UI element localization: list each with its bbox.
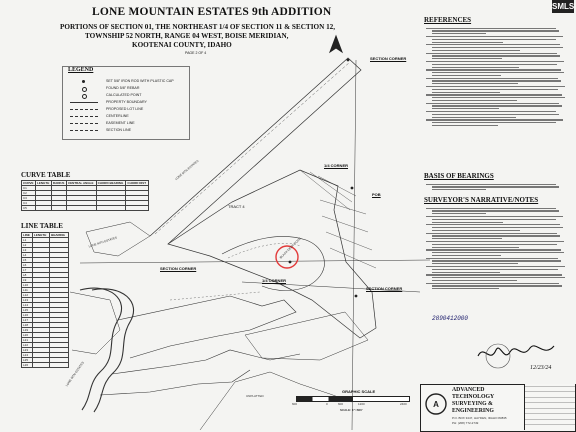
east-lots (300, 170, 376, 268)
fine-print-line (432, 263, 518, 264)
line-table-cell: L18 (22, 323, 33, 328)
basis-of-bearings-title: BASIS OF BEARINGS (424, 172, 494, 180)
fine-print-line (432, 30, 559, 31)
line-table-cell: L5 (22, 258, 33, 263)
fine-print-line (426, 28, 556, 29)
label-pob: POB (372, 192, 381, 197)
section-line-right (352, 60, 356, 430)
fine-print-line (432, 92, 500, 93)
fine-print-line (432, 255, 501, 256)
line-table-cell: L16 (22, 313, 33, 318)
label-unplatted: UNPLATTED (246, 394, 264, 398)
subtitle-line-2: TOWNSHIP 52 NORTH, RANGE 04 WEST, BOISE MERIDIAN, (85, 32, 289, 40)
scale-text: SCALE: 1"=600' (340, 408, 363, 412)
fine-print-line (432, 186, 559, 187)
title-block-grid (524, 384, 575, 430)
fine-print-line (432, 260, 561, 261)
subdivision-lots (118, 296, 296, 358)
section-corner-marker-mid (289, 261, 292, 264)
fine-print-line (426, 44, 560, 45)
curve-table-cell: C3 (22, 196, 36, 201)
label-section-corner-bottom: SECTION CORNER (366, 286, 403, 291)
fine-print-line (432, 210, 559, 211)
fine-print-line (432, 244, 557, 245)
fine-print-line (426, 36, 563, 37)
label-section-corner-top: SECTION CORNER (370, 56, 407, 61)
north-arrow (330, 36, 342, 52)
fine-print-line (432, 105, 562, 106)
fine-print-line (426, 78, 558, 79)
line-table-title: LINE TABLE (21, 222, 63, 230)
fine-print-line (426, 103, 559, 104)
fine-print-line (432, 285, 562, 286)
fine-print-line (432, 117, 516, 118)
line-table-cell: L2 (22, 243, 33, 248)
page-label: PAGE 2 OF 4 (185, 51, 207, 55)
fine-print-line (432, 114, 559, 115)
fine-print-line (432, 33, 486, 34)
label-road: BLACK DEER ROAD (278, 236, 302, 260)
fine-print-line (432, 72, 564, 73)
label-lone-mtn-top: LONE MTN ESTATES (174, 158, 200, 182)
fine-print-line (432, 97, 565, 98)
legend-item-label: PROPERTY BOUNDARY (106, 100, 147, 104)
legend-item-label: SET 5/8" IRON ROD WITH PLASTIC CAP (106, 79, 174, 83)
firm-name-4: ENGINEERING (452, 408, 494, 414)
subdivision-lots-2 (112, 350, 300, 374)
fine-print-line (426, 208, 556, 209)
label-tract: TRACT 4 (228, 204, 245, 209)
section-corner-marker-lower (355, 295, 358, 298)
fine-print-line (432, 219, 556, 220)
easement-line-2 (170, 292, 260, 300)
line-table-cell: L8 (22, 273, 33, 278)
line-table-header-cell: LINE (22, 233, 33, 238)
fine-print-line (432, 67, 519, 68)
fine-print-line (432, 64, 557, 65)
fine-print-line (432, 235, 560, 236)
fine-print-line (426, 69, 561, 70)
west-estates-boundary (86, 222, 150, 256)
line-table-cell: L19 (22, 328, 33, 333)
label-quarter-corner-right: 1/4 CORNER (324, 163, 349, 168)
line-table-cell: L10 (22, 283, 33, 288)
line-table-cell: L22 (22, 343, 33, 348)
plat-title: LONE MOUNTAIN ESTATES 9th ADDITION (92, 6, 332, 18)
legend-title: LEGEND (68, 67, 94, 73)
fine-print-line (426, 224, 560, 225)
west-estates-lower (70, 292, 120, 354)
fine-print-line (432, 122, 556, 123)
curve-table-header-cell: LENGTH (35, 181, 51, 186)
fine-print-line (432, 247, 519, 248)
curve-table-header-cell: CHORD BEARING (96, 181, 126, 186)
fine-print-line (432, 288, 499, 289)
line-table-cell: L24 (22, 353, 33, 358)
fine-print-line (426, 111, 556, 112)
line-table-header-cell: LENGTH (33, 233, 50, 238)
fine-print-line (432, 55, 560, 56)
basis-of-bearings-text (426, 182, 566, 190)
curve-table-header-cell: CENTRAL ANGLE (67, 181, 97, 186)
label-lone-mtn-bottom: LONE MTN ESTATES (64, 360, 85, 388)
fine-print-line (432, 227, 563, 228)
instrument-number: 2890412000 (432, 315, 469, 322)
legend-item-label: CENTERLINE (106, 114, 129, 118)
fine-print-line (426, 119, 563, 120)
fine-print-line (432, 89, 558, 90)
fine-print-line (432, 39, 556, 40)
references-title: REFERENCES (424, 16, 472, 24)
line-table-cell: L25 (22, 358, 33, 363)
label-section-corner-mid: SECTION CORNER (160, 266, 197, 271)
line-table-cell: L21 (22, 338, 33, 343)
fine-print-line (426, 94, 562, 95)
legend-item-label: SECTION LINE (106, 128, 131, 132)
fine-print-line (426, 216, 563, 217)
line-table-cell: L7 (22, 268, 33, 273)
narrative-title: SURVEYOR'S NARRATIVE/NOTES (424, 196, 539, 204)
line-table-cell: L12 (22, 293, 33, 298)
curve-table-header-cell: CURVE (22, 181, 36, 186)
fine-print-line (432, 189, 486, 190)
fine-print-line (432, 238, 502, 239)
diagonal-parcel-inner (155, 62, 350, 234)
fine-print-line (426, 184, 556, 185)
diagonal-parcel-boundary (150, 58, 361, 244)
section-corner-marker-top (347, 59, 350, 62)
fine-print-line (426, 86, 565, 87)
signature-date: 12/23/24 (530, 365, 552, 371)
fine-print-line (432, 75, 501, 76)
scale-tick-3: 1200 (358, 402, 365, 406)
tract-boundary (168, 170, 376, 338)
line-table-cell: L17 (22, 318, 33, 323)
line-table-cell: L11 (22, 288, 33, 293)
fine-print-line (432, 272, 500, 273)
scale-tick-2: 600 (338, 402, 344, 406)
section-line-horizontal (80, 260, 430, 263)
fine-print-line (426, 61, 564, 62)
line-table-cell: L4 (22, 253, 33, 258)
scale-tick-4: 2400 (400, 402, 407, 406)
fine-print-line (432, 58, 502, 59)
label-lone-mtn-left: LONE MTN ESTATES (88, 235, 118, 249)
firm-name-1: ADVANCED (452, 387, 485, 393)
south-parcel (245, 312, 368, 360)
fine-print-line (426, 274, 562, 275)
line-table-cell: L9 (22, 278, 33, 283)
fine-print-line (426, 233, 557, 234)
scale-tick-0: 600 (292, 402, 298, 406)
mls-badge: SMLS (552, 2, 575, 11)
line-table-cell: L1 (22, 238, 33, 243)
firm-logo (424, 390, 448, 418)
fine-print-line (426, 283, 559, 284)
line-table-cell: L26 (22, 363, 33, 368)
fine-print-line (432, 252, 564, 253)
firm-address: P.O. BOX 3447, HAYDEN, IDAHO 83835 (452, 416, 507, 420)
narrative-list (426, 206, 566, 289)
subtitle-line-3: KOOTENAI COUNTY, IDAHO (132, 41, 232, 49)
curve-table-cell: C1 (22, 186, 36, 191)
graphic-scale-title: GRAPHIC SCALE (342, 389, 376, 394)
fine-print-line (426, 258, 558, 259)
fine-print-line (432, 222, 503, 223)
fine-print-line (432, 42, 503, 43)
fine-print-line (432, 83, 518, 84)
legend-item-label: EASEMENT LINE (106, 121, 135, 125)
curve-table-title: CURVE TABLE (21, 171, 71, 179)
fine-print-line (432, 80, 561, 81)
line-table-cell: L20 (22, 333, 33, 338)
graphic-scale-bar (296, 396, 410, 402)
legend-item-label: CALCULATED POINT (106, 93, 142, 97)
fine-print-line (432, 125, 498, 126)
line-table-cell: L13 (22, 298, 33, 303)
firm-phone: PH: (208) 772-2749 (452, 421, 479, 425)
label-quarter-corner-mid: 1/4 CORNER (262, 278, 287, 283)
fine-print-line (432, 277, 565, 278)
fine-print-line (426, 266, 565, 267)
line-table-header-cell: BEARING (50, 233, 69, 238)
firm-name-3: SURVEYING & (452, 401, 493, 407)
line-table-cell: L3 (22, 248, 33, 253)
fine-print-line (426, 241, 564, 242)
section-corner-marker-right (351, 187, 354, 190)
line-table-cell: L23 (22, 348, 33, 353)
scale-tick-1: 0 (326, 402, 328, 406)
firm-name-2: TECHNOLOGY (452, 394, 495, 400)
subtitle-line-1: PORTIONS OF SECTION 01, THE NORTHEAST 1/4 OF SECTION 11 & SECTION 12, (60, 23, 336, 31)
svg-text:A: A (433, 400, 439, 409)
subdivision-lots-3 (100, 370, 250, 395)
fine-print-line (426, 53, 557, 54)
fine-print-line (432, 108, 499, 109)
references-list (426, 26, 566, 126)
legend-item-label: PROPOSED LOT LINE (106, 107, 144, 111)
curve-table-header-cell: RADIUS (51, 181, 66, 186)
fine-print-line (426, 249, 561, 250)
fine-print-line (432, 213, 486, 214)
fine-print-line (432, 269, 558, 270)
fine-print-line (432, 47, 563, 48)
legend-item-label: FOUND 5/8" REBAR (106, 86, 140, 90)
curve-table-cell: C5 (22, 206, 36, 211)
fine-print-line (432, 280, 517, 281)
line-table-cell: L14 (22, 303, 33, 308)
curve-table-cell: C4 (22, 201, 36, 206)
fine-print-line (432, 230, 520, 231)
line-table-cell: L6 (22, 263, 33, 268)
fine-print-line (432, 50, 520, 51)
fine-print-line (432, 100, 517, 101)
line-table-cell: L15 (22, 308, 33, 313)
curve-table-header-cell: CHORD DIST (126, 181, 149, 186)
curve-table-cell: C2 (22, 191, 36, 196)
